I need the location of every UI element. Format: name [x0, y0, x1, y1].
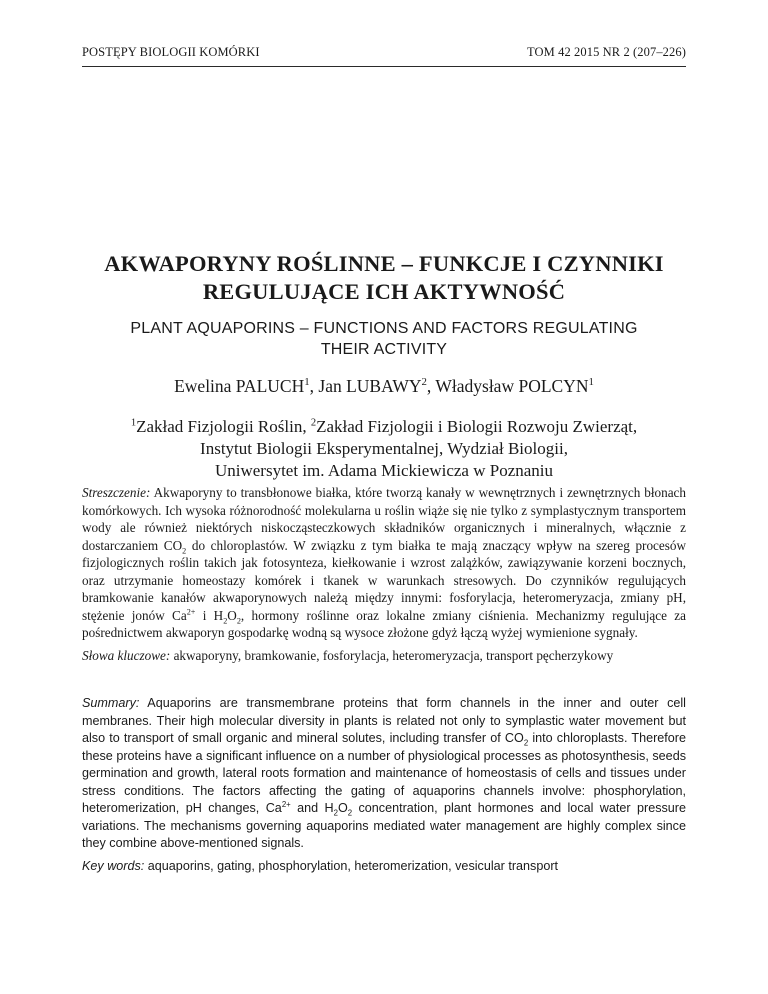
summary-text: O — [337, 801, 348, 815]
subscript: 2 — [347, 808, 353, 818]
subscript: 2 — [333, 808, 338, 818]
author-name: Jan LUBAWY — [318, 376, 422, 396]
author-separator: , — [426, 376, 436, 396]
article-title-english — [82, 318, 686, 360]
author-name: Ewelina PALUCH — [174, 376, 305, 396]
affiliation-mark: 2 — [310, 417, 317, 429]
journal-name: POSTĘPY BIOLOGII KOMÓRKI — [82, 45, 260, 59]
summary-text: Aquaporins are transmembrane proteins that form channels in the inner and outer cell membranes. Their high molecular diversity in plants is related not only to symplastic water movement but also to transport of small organic and mineral solutes, including transfer of CO — [82, 696, 686, 745]
article-title-polish — [82, 250, 686, 306]
summary-text: into chloroplasts. Therefore these proteins have a significant influence on a number of physiological processes as photosynthesis, seeds germination and growth, lateral roots formation and maintenance of homeostasis of cells and tissues under stress conditions. The factors affecting the gating of aquaporins channels involve: phosphorylation, heteromerization, pH changes, Ca — [82, 731, 687, 815]
abstract-polish-label: Streszczenie: — [82, 485, 151, 500]
title-en-line-1: PLANT AQUAPORINS – FUNCTIONS AND FACTORS REGULATING — [130, 320, 638, 337]
affiliation-line-2: Instytut Biologii Eksperymentalnej, Wydział Biologii, — [200, 439, 568, 458]
affiliations — [82, 416, 686, 482]
affiliation-line-3: Uniwersytet im. Adama Mickiewicza w Poznaniu — [214, 461, 554, 480]
keywords-polish-text: akwaporyny, bramkowanie, fosforylacja, heteromeryzacja, transport pęcherzykowy — [170, 648, 614, 663]
summary-text: concentration, plant hormones and local water pressure variations. The mechanisms governing aquaporins mediated water management are highly complex since they combine above-mentioned signals. — [82, 801, 687, 850]
subscript: 2 — [223, 616, 228, 626]
author-affiliation-mark: 1 — [588, 376, 594, 389]
keywords-polish-label: Słowa kluczowe: — [82, 648, 171, 663]
subscript: 2 — [523, 738, 529, 748]
affiliation-mark: 1 — [130, 417, 137, 429]
title-en-line-2: THEIR ACTIVITY — [320, 341, 448, 358]
abstract-text: do chloroplastów. W związku z tym białka te mają znaczący wpływ na szereg procesów fizjologicznych roślin takich jak fotosynteza, kiełkowanie i wzrost zalążków, zawiązywanie korzeni bocznych, oraz utrzymanie homeostazy komórek i tkanek w warunkach stresowych. Do czynników regulujących bramkowanie kanałów akwaporynowych należą między innymi: fosforylacja, heteromeryzacja, zmiany pH, stężenie jonów Ca — [82, 537, 686, 623]
abstract-text: O — [227, 607, 237, 623]
volume-issue-pages: TOM 42 2015 NR 2 (207–226) — [527, 45, 686, 59]
title-pl-line-2: REGULUJĄCE ICH AKTYWNOŚĆ — [202, 279, 566, 304]
author-affiliation-mark: 1 — [304, 376, 310, 389]
author-affiliation-mark: 2 — [421, 376, 427, 389]
superscript: 2+ — [186, 607, 196, 617]
affiliation-line-1 — [82, 416, 686, 438]
keywords-english — [82, 858, 686, 876]
author-separator: , — [309, 376, 319, 396]
abstract-english-label: Summary: — [82, 696, 140, 710]
summary-text: and H — [290, 801, 334, 815]
keywords-english-text: aquaporins, gating, phosphorylation, heteromerization, vesicular transport — [144, 859, 559, 873]
keywords-polish — [82, 647, 686, 665]
abstract-polish — [82, 484, 686, 642]
subscript: 2 — [182, 546, 187, 556]
superscript: 2+ — [281, 799, 291, 809]
subscript: 2 — [236, 616, 241, 626]
author-list — [82, 376, 686, 397]
affiliation-unit: Zakład Fizjologii i Biologii Rozwoju Zwierząt, — [316, 417, 638, 436]
abstract-text: Akwaporyny to transbłonowe białka, które tworzą kanały w wewnętrznych i zewnętrznych błonach komórkowych. Ich wysoka różnorodność molekularna u roślin wiąże się nie tylko z symplastycznym transportem wody ale również niektórych niskocząsteczkowych składników organicznych i mineralnych, włącznie z dostarczaniem CO — [82, 485, 686, 553]
abstract-text: i H — [195, 607, 224, 623]
affiliation-unit: Zakład Fizjologii Roślin, — [136, 417, 311, 436]
title-pl-line-1: AKWAPORYNY ROŚLINNE – FUNKCJE I CZYNNIKI — [104, 251, 664, 276]
abstract-english — [82, 695, 686, 853]
running-header — [82, 40, 686, 67]
keywords-english-label: Key words: — [82, 859, 145, 873]
author-name: Władysław POLCYN — [435, 376, 589, 396]
abstract-text: , hormony roślinne oraz lokalne zmiany ciśnienia. Mechanizmy regulujące za pośrednictwem akwaporyn gospodarkę wodną są wysoce złożone gdyż łączą wyżej wymienione sygnały. — [82, 607, 687, 640]
